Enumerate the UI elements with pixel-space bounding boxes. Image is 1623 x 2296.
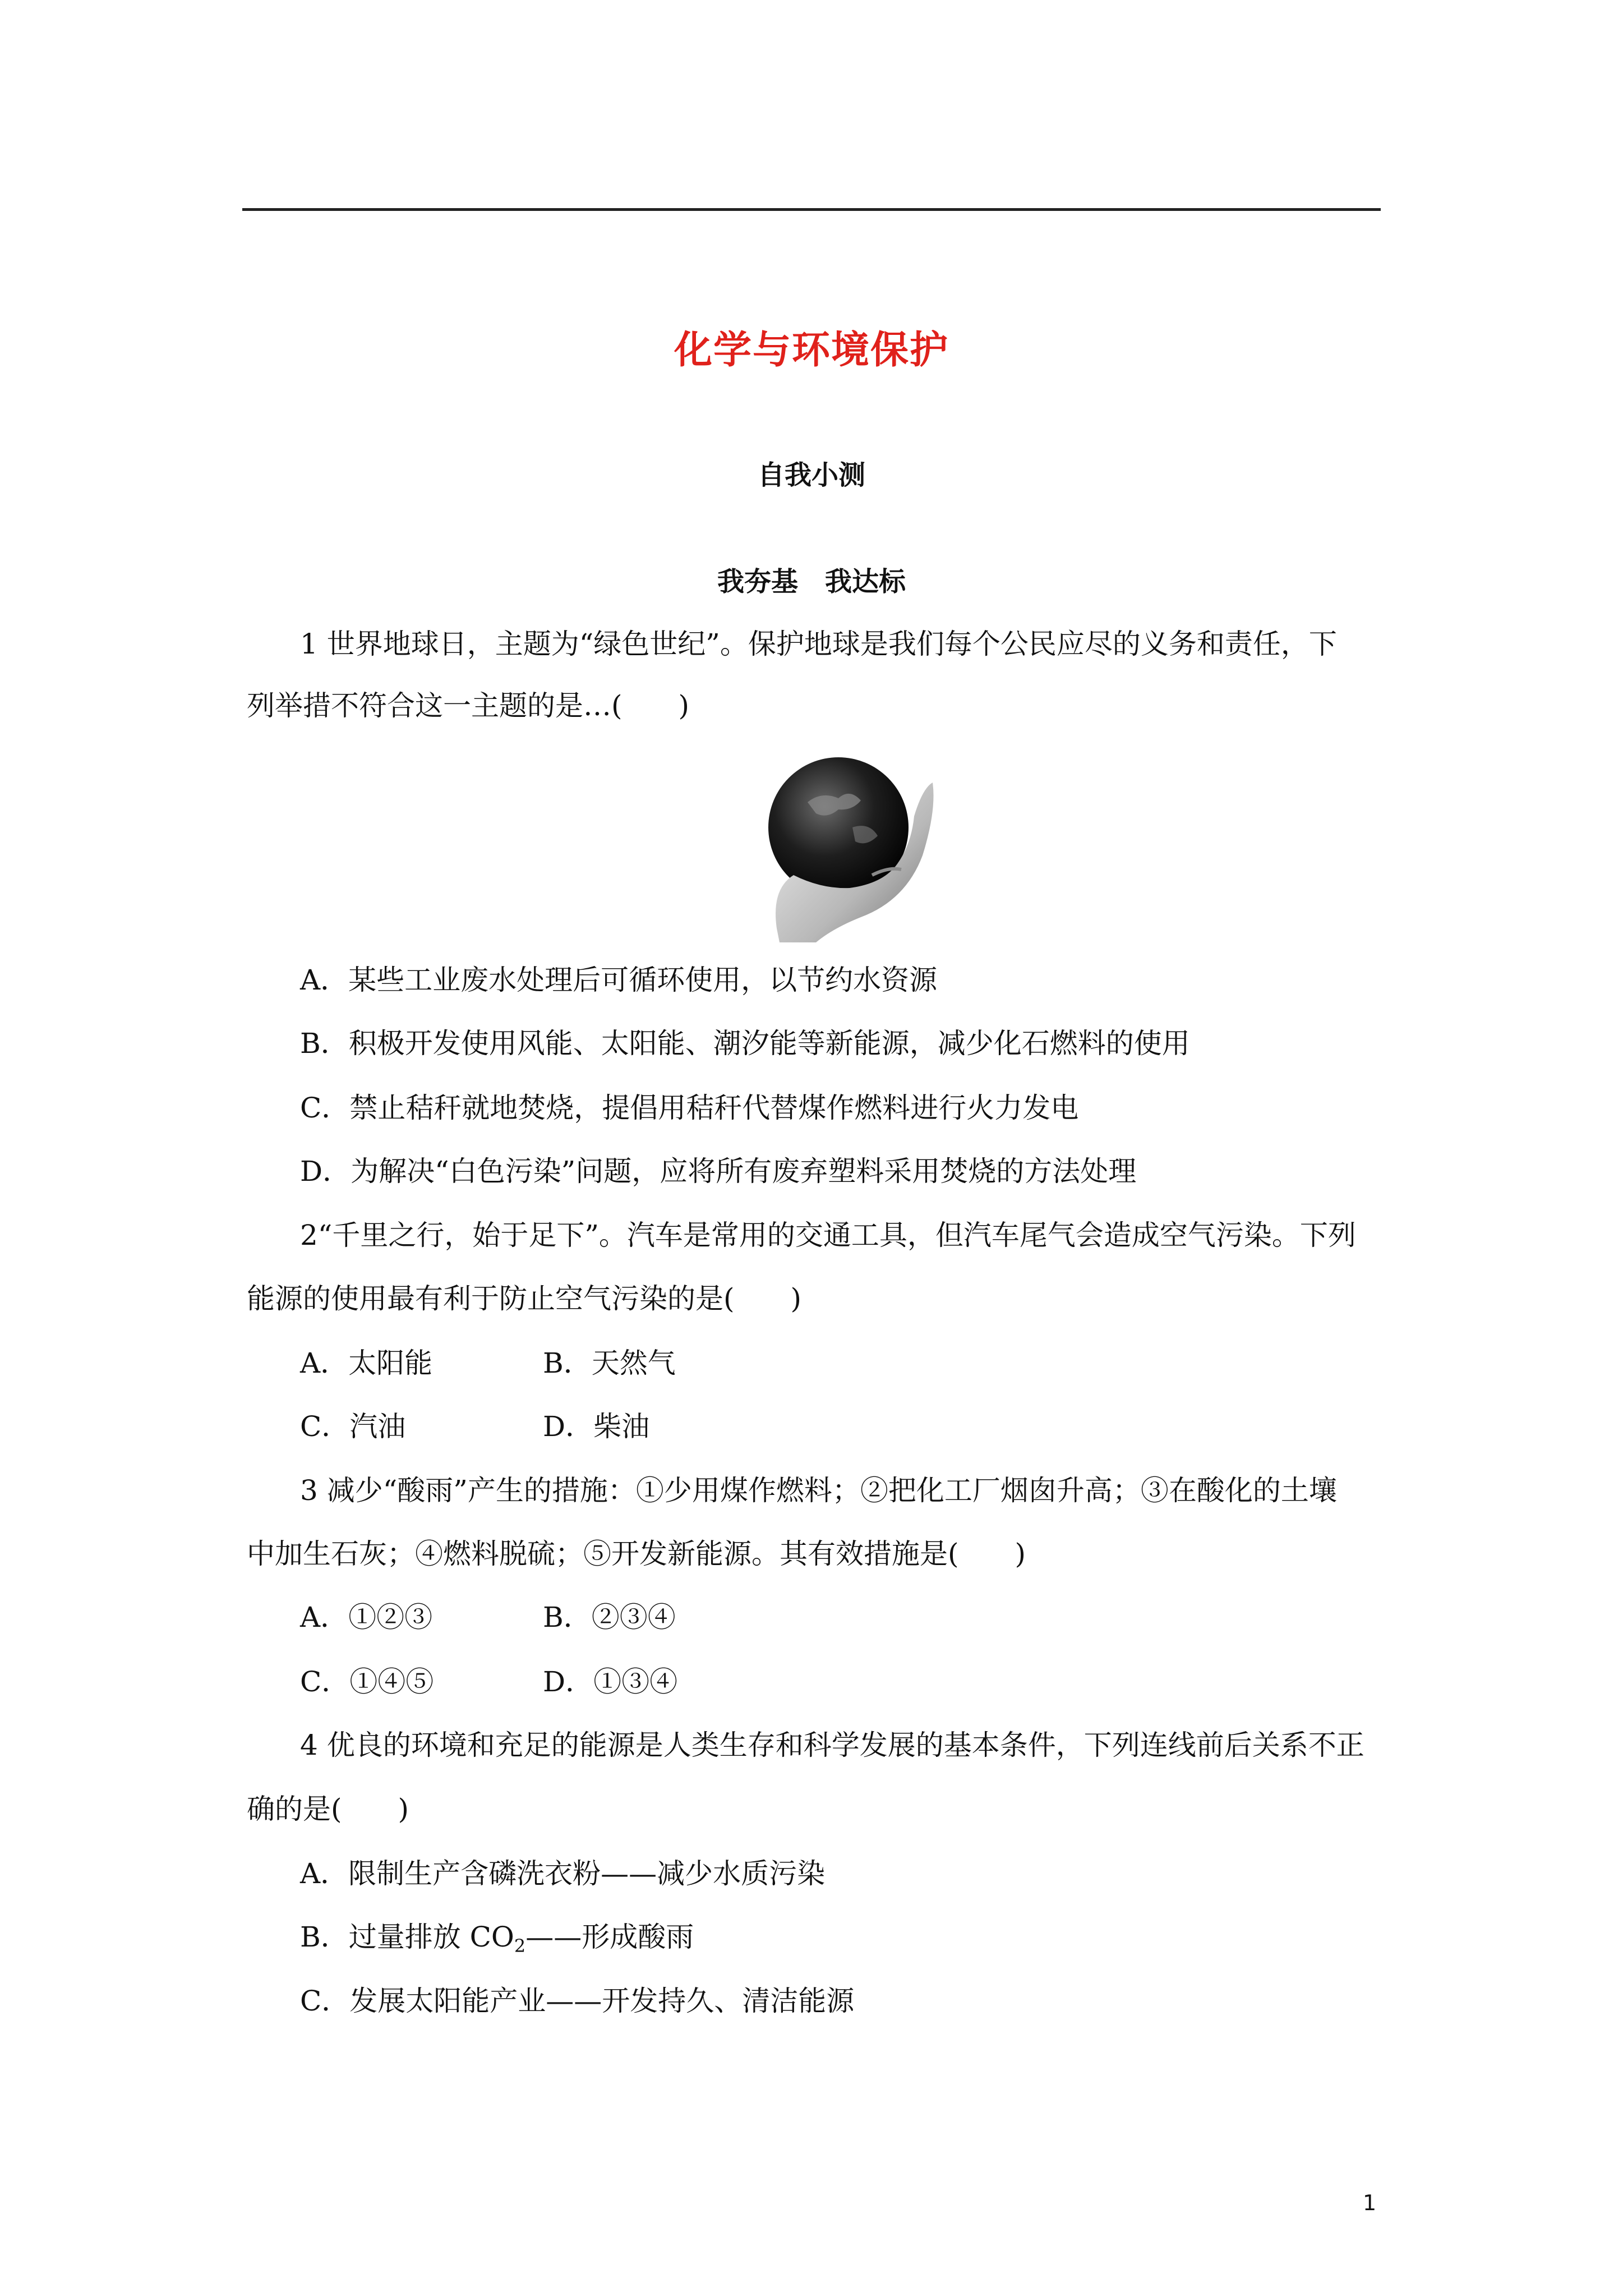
q1-option-b: B．积极开发使用风能、太阳能、潮汐能等新能源，减少化石燃料的使用 xyxy=(300,1027,1190,1060)
section-heading: 自我小测 xyxy=(757,459,865,491)
q3-stem-line2: 中加生石灰；④燃料脱硫；⑤开发新能源。其有效措施是( ) xyxy=(247,1538,1026,1570)
q2-option-d: D．柴油 xyxy=(543,1410,650,1443)
q3-option-d: D．①③④ xyxy=(543,1665,678,1698)
header-rule xyxy=(242,208,1381,211)
q4-stem-line2: 确的是( ) xyxy=(247,1793,409,1825)
q4-stem-line1: 4 优良的环境和充足的能源是人类生存和科学发展的基本条件，下列连线前后关系不正 xyxy=(300,1729,1364,1761)
subsection-heading: 我夯基 我达标 xyxy=(717,566,906,597)
q3-stem-line1: 3 减少“酸雨”产生的措施：①少用煤作燃料；②把化工厂烟囱升高；③在酸化的土壤 xyxy=(300,1474,1337,1507)
q4-option-b xyxy=(300,1920,1438,1957)
q4-option-b-result: ——形成酸雨 xyxy=(525,1921,694,1953)
q1-stem-line2: 列举措不符合这一主题的是…( ) xyxy=(247,689,690,722)
page-number: 1 xyxy=(1363,2191,1377,2215)
q2-option-c: C．汽油 xyxy=(300,1410,406,1443)
q4-option-a: A．限制生产含磷洗衣粉——减少水质污染 xyxy=(300,1857,826,1890)
earth-in-hand-image xyxy=(754,749,939,942)
q1-stem-line1: 1 世界地球日，主题为“绿色世纪”。保护地球是我们每个公民应尽的义务和责任，下 xyxy=(300,628,1337,660)
q2-stem-line2: 能源的使用最有利于防止空气污染的是( ) xyxy=(247,1282,802,1315)
q1-option-c: C．禁止秸秆就地焚烧，提倡用秸秆代替煤作燃料进行火力发电 xyxy=(300,1092,1079,1124)
q2-option-a: A．太阳能 xyxy=(300,1347,433,1379)
q3-option-c: C．①④⑤ xyxy=(300,1665,434,1698)
q2-stem-line1: 2“千里之行，始于足下”。汽车是常用的交通工具，但汽车尾气会造成空气污染。下列 xyxy=(300,1219,1356,1251)
q4-option-c: C．发展太阳能产业——开发持久、清洁能源 xyxy=(300,1985,855,2017)
q4-option-b-text: B．过量排放 CO xyxy=(300,1921,514,1953)
q1-option-a: A．某些工业废水处理后可循环使用，以节约水资源 xyxy=(300,964,938,996)
q1-option-d: D．为解决“白色污染”问题，应将所有废弃塑料采用焚烧的方法处理 xyxy=(300,1155,1137,1188)
co2-subscript: 2 xyxy=(514,1935,526,1957)
q3-option-b: B．②③④ xyxy=(543,1601,676,1634)
page-title: 化学与环境保护 xyxy=(674,328,949,372)
q3-option-a: A．①②③ xyxy=(300,1601,433,1634)
q2-option-b: B．天然气 xyxy=(543,1347,676,1379)
